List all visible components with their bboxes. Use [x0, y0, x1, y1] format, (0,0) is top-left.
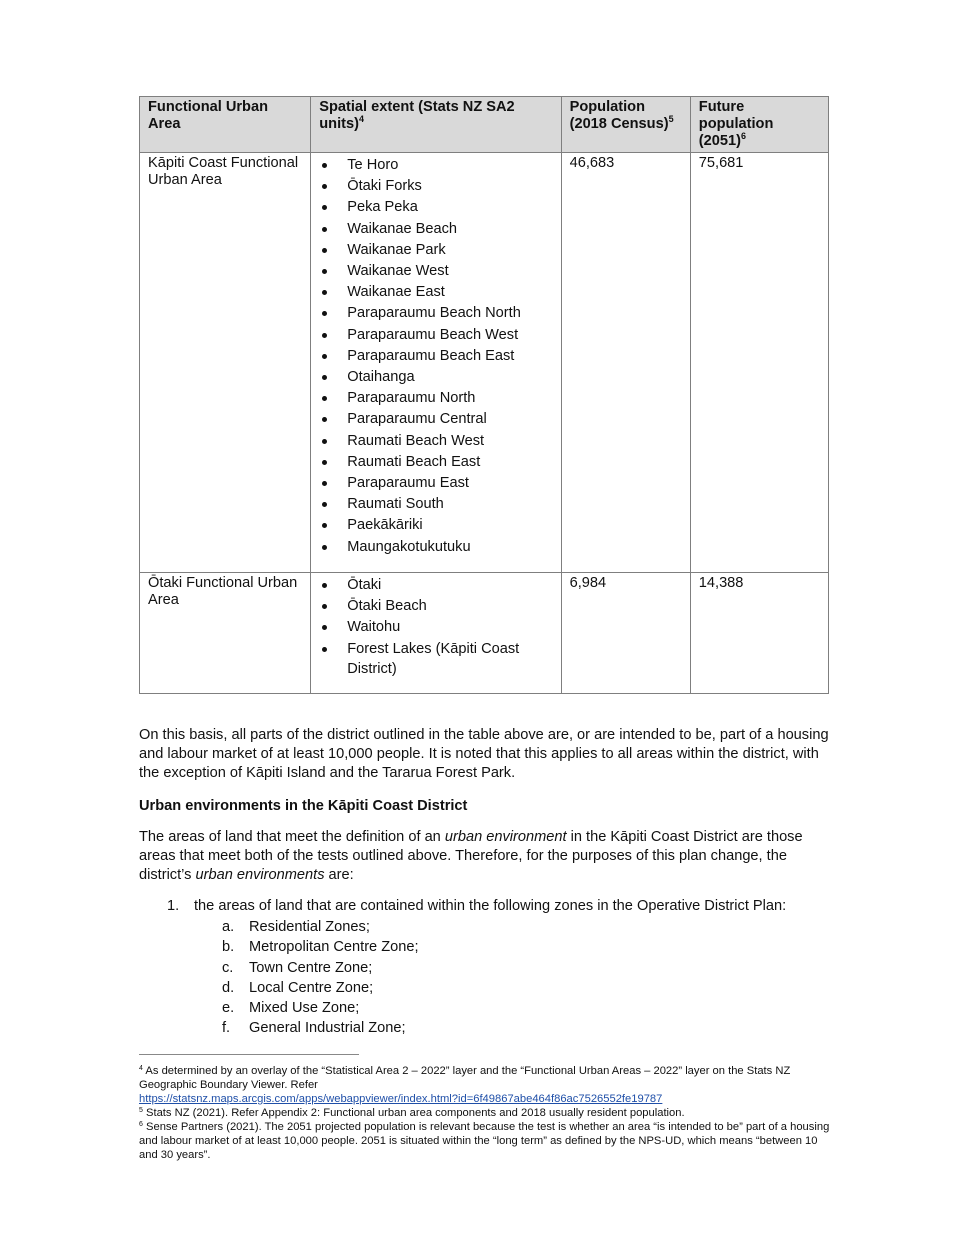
cell-area: Kāpiti Coast Functional Urban Area	[140, 153, 311, 573]
footnote-ref-6[interactable]: 6	[740, 131, 746, 141]
list-item: Paraparaumu North	[319, 388, 552, 409]
paragraph-basis: On this basis, all parts of the district outlined in the table above are, or are intended to be, part of a housing and labour market of at least 10,000 people. It is noted that this applies to all areas within the district, with the exception of Kāpiti Island and the Tararua Forest Park.	[139, 727, 829, 781]
units-list	[319, 155, 552, 558]
list-item: e. Mixed Use Zone;	[222, 1000, 360, 1017]
list-item: Raumati Beach West	[319, 431, 552, 452]
header-spatial-extent: Spatial extent (Stats NZ SA2 units)$^4$	[311, 97, 561, 153]
list-item: Ōtaki	[319, 575, 552, 596]
list-item: Peka Peka	[319, 197, 552, 218]
footnote-ref-4[interactable]: 4	[358, 114, 364, 124]
list-item: Ōtaki Forks	[319, 176, 552, 197]
list-item: Paraparaumu Beach North	[319, 303, 552, 324]
cell-population: 6,984	[561, 573, 690, 694]
cell-area: Ōtaki Functional Urban Area	[140, 573, 311, 694]
footnote-5: $^5$ Stats NZ (2021). Refer Appendix 2: Functional urban area components and 2018 usually resident population.	[139, 1107, 685, 1119]
footnote-6: $^6$ Sense Partners (2021). The 2051 projected population is relevant because the test is whether an area “is intended to be” part of a housing and labour market of at least 10,000 people. 2051 is situated within the “long term” as defined by the NPS-UD, which means “between 10 and 30 years”.	[139, 1121, 830, 1161]
page-body	[139, 96, 829, 1039]
table-header-row	[140, 97, 829, 153]
numbered-list	[139, 897, 829, 1039]
header-population: Population (2018 Census)$^5$	[561, 97, 690, 153]
table-row	[140, 153, 829, 573]
table-row	[140, 573, 829, 694]
cell-future-population: 75,681	[690, 153, 828, 573]
list-item: Paraparaumu Central	[319, 409, 552, 430]
functional-urban-area-table	[139, 96, 829, 694]
list-item: Paraparaumu Beach East	[319, 346, 552, 367]
list-item: Maungakotukutuku	[319, 537, 552, 558]
list-item: Raumati Beach East	[319, 452, 552, 473]
paragraph-urban-environments: The areas of land that meet the definition of an urban environment in the Kāpiti Coast District are those areas that meet both of the tests outlined above. Therefore, for the purposes of this plan change, the district’s urban environments are:	[139, 829, 803, 883]
list-item: Forest Lakes (Kāpiti Coast District)	[319, 639, 552, 680]
cell-future-population: 14,388	[690, 573, 828, 694]
footnote-separator	[139, 1054, 359, 1055]
list-item: Raumati South	[319, 494, 552, 515]
list-item: Waikanae Park	[319, 240, 552, 261]
units-list	[319, 575, 552, 680]
list-item: d. Local Centre Zone;	[222, 979, 374, 996]
list-item: Waikanae East	[319, 282, 552, 303]
list-item: a. Residential Zones;	[222, 919, 370, 935]
header-fua: Functional Urban Area	[140, 97, 311, 153]
footnote-4: $^4$ As determined by an overlay of the “Statistical Area 2 – 2022” layer and the “Functional Urban Areas – 2022” layer on the Stats NZ Geographic Boundary Viewer. Refer https://statsnz.maps.arcgis.com/apps/webappviewer/index.html?id=6f49867abe464f86ac7526552fe19787	[139, 1065, 791, 1105]
list-item: c. Town Centre Zone;	[222, 959, 373, 976]
list-item: f. General Industrial Zone;	[222, 1020, 406, 1037]
header-future-population: Future population $(2051)^6$	[690, 97, 828, 153]
list-item: b. Metropolitan Centre Zone;	[222, 939, 419, 956]
footnote-ref-5[interactable]: 5	[668, 114, 674, 124]
list-item: Paraparaumu East	[319, 473, 552, 494]
footnotes	[139, 1064, 839, 1162]
list-item: Paekākāriki	[319, 515, 552, 536]
list-item: Otaihanga	[319, 367, 552, 388]
zone-list	[194, 917, 829, 1039]
cell-units	[311, 153, 561, 573]
list-item: 1. the areas of land that are contained within the following zones in the Operative District Plan: a. Residential Zones; b. Metropolitan Centre Zone; c. Town Centre Zone; d. Local Centre Zone; e. Mixed Use Zone; f. General Industrial Zone;	[139, 897, 829, 1039]
list-item: Waitohu	[319, 617, 552, 638]
cell-units	[311, 573, 561, 694]
section-heading: Urban environments in the Kāpiti Coast District	[139, 798, 468, 814]
list-item: Ōtaki Beach	[319, 596, 552, 617]
list-item: Paraparaumu Beach West	[319, 325, 552, 346]
list-item: Te Horo	[319, 155, 552, 176]
footnote-link[interactable]: https://statsnz.maps.arcgis.com/apps/webappviewer/index.html?id=6f49867abe464f86ac7526552fe19787	[139, 1093, 663, 1105]
list-item: Waikanae West	[319, 261, 552, 282]
list-item: Waikanae Beach	[319, 219, 552, 240]
cell-population: 46,683	[561, 153, 690, 573]
